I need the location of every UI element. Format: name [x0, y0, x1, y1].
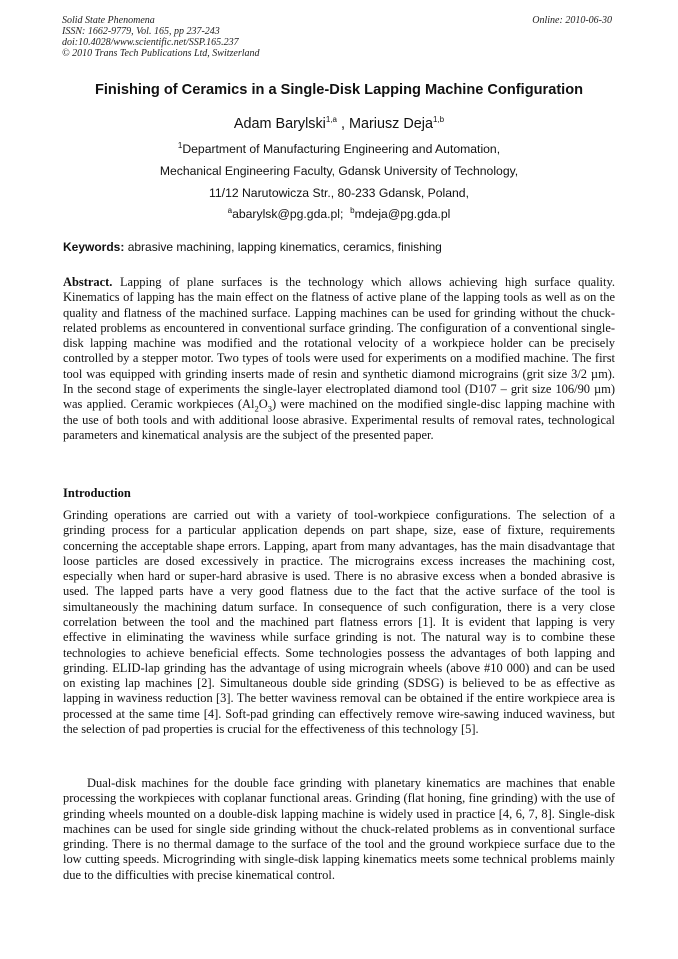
affiliation-marker: 1: [177, 140, 183, 150]
introduction-paragraph-2: Dual-disk machines for the double face grinding with planetary kinematics are machines that enable processing the workpieces with coplanar functional areas. Grinding (flat honing, fine grinding) with the use of grinding wheels mounted on a double-disk lapping machine is widely used in practice [4, 6, 7, 8]. Single-disk machines can be used for single side grinding without the chuck-related problems as in conventional surface grinding. There is no thermal damage to the surface of the tool and the ground workpiece surface due to the low cutting speeds. Microgrinding with single-disk lapping kinematics meets some technical problems mainly due to the difficulties with precise kinematical control.: [63, 776, 615, 882]
copyright-line: © 2010 Trans Tech Publications Ltd, Switzerland: [62, 48, 260, 59]
issn-line: ISSN: 1662-9779, Vol. 165, pp 237-243: [62, 26, 220, 37]
paper-title: Finishing of Ceramics in a Single-Disk Lapping Machine Configuration: [94, 82, 584, 98]
subscript: 2: [254, 403, 259, 414]
affiliation-line: [0, 142, 678, 156]
author-name: Mariusz Deja: [348, 116, 433, 132]
email-marker: b: [350, 205, 355, 215]
affiliation-faculty: Mechanical Engineering Faculty, Gdansk University of Technology,: [159, 164, 519, 178]
journal-name: Solid State Phenomena: [62, 15, 155, 26]
email-link[interactable]: abarylsk@pg.gda.pl;: [232, 207, 344, 221]
author-name: Adam Barylski: [233, 116, 326, 132]
abstract-label: Abstract.: [63, 275, 113, 289]
keywords-text: abrasive machining, lapping kinematics, ceramics, finishing: [124, 240, 442, 254]
author-emails: [0, 207, 678, 221]
keywords-label: Keywords:: [63, 240, 125, 254]
online-date: Online: 2010-06-30: [532, 15, 612, 26]
author-affiliation-marker: 1,a: [325, 115, 337, 125]
doi-line: doi:10.4028/www.scientific.net/SSP.165.237: [62, 37, 239, 48]
keywords: [63, 240, 442, 254]
journal-header: [62, 15, 260, 59]
abstract-text: Lapping of plane surfaces is the technology which allows achieving high surface quality. Kinematics of lapping has the main effect on the flatness of active plane of the lapping tools as well as on the quality and flatness of the machined surface. Lapping machines can be used for grinding without the chuck-related problems as encountered in conventional surface grinding. The configuration of a conventional single-disk lapping machine was modified and the rotational velocity of a workpiece holder can be precisely controlled by a stepper motor. Two types of tools were used for experiments on a modified machine. The first tool was equipped with grinding inserts made of resin and synthetic diamond micrograins (grit size 3/2 µm). In the second stage of experiments the single-layer electroplated diamond tool (D107 – grit size 106/90 µm) was applied. Ceramic workpieces (Al: [63, 275, 615, 412]
subscript: 3: [267, 403, 272, 414]
author-list: [0, 116, 678, 132]
affiliation-department: Department of Manufacturing Engineering and Automation,: [182, 142, 501, 156]
introduction-paragraph-1: Grinding operations are carried out with a variety of tool-workpiece configurations. The selection of a grinding process for a particular application depends on part shape, size, ease of fixture, requirements concerning the acceptable shape errors. Lapping, apart from many advantages, has the main disadvantage that loose particles are dosed excessively in practice. The micrograins excess increases the machining cost, especially when hard or super-hard abrasive is used. There is no abrasive excess when a bonded abrasive is used. The lapped parts have a very good flatness due to the fact that the active surface of the tool is simultaneously the machining datum surface. In consequence of such configuration, there is a very close correlation between the tool and the machined part flatness errors [1]. It is evident that lapping is very effective in eliminating the waviness while surface grinding is not. The natural way is to combine these technologies to achieve beneficial effects. Some technologies possess the advantages of both lapping and grinding. ELID-lap grinding has the advantage of using micrograin wheels (above #10 000) and can be used on existing lap machines [2]. Simultaneous double side grinding (SDSG) is believed to be as effective as lapping in waviness reduction [3]. The better waviness removal can be obtained if the entire workpiece area is processed at the same time [4]. Soft-pad grinding can effectively remove wire-sawing induced waviness, but the selection of pad properties is crucial for the effectiveness of this technology [5].: [63, 508, 615, 736]
email-link[interactable]: mdeja@pg.gda.pl: [354, 207, 451, 221]
abstract-paragraph: [63, 275, 615, 443]
email-marker: a: [227, 205, 233, 215]
author-affiliation-marker: 1,b: [432, 115, 445, 125]
abstract-text: O: [258, 397, 268, 412]
author-separator: ,: [336, 116, 349, 132]
abstract-text: ) were machined on the modified single-disc lapping machine with the use of both tools and with additional loose abrasive. Experimental results of removal rates, technological parameters and kinematical analysis are the subject of the presented paper.: [63, 397, 616, 442]
affiliation-address: 11/12 Narutowicza Str., 80-233 Gdansk, Poland,: [209, 186, 469, 200]
section-heading-introduction: Introduction: [63, 486, 131, 500]
